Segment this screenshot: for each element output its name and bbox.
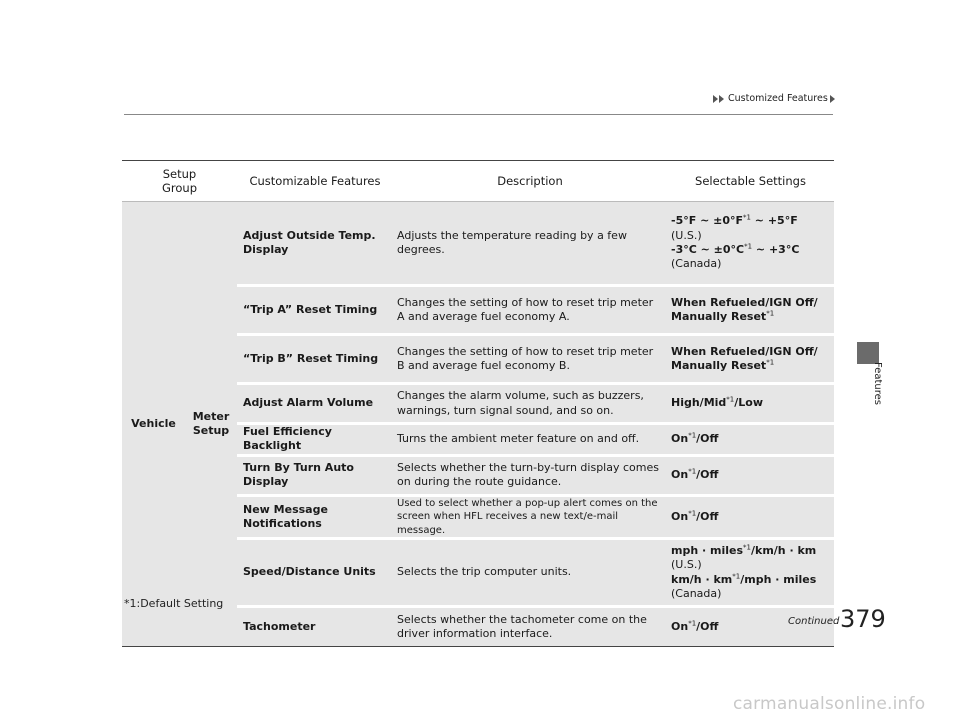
default-mark: *1: [743, 213, 751, 222]
region-us: (U.S.): [671, 558, 702, 572]
default-mark: *1: [688, 431, 697, 440]
selectable-settings: [667, 455, 834, 495]
feature-description: Selects whether the turn-by-turn display comes on during the route guidance.: [393, 455, 667, 495]
breadcrumb: [713, 93, 836, 104]
header-selectable-settings: Selectable Settings: [667, 161, 834, 202]
region-canada: (Canada): [671, 257, 722, 271]
feature-description: Turns the ambient meter feature on and off.: [393, 424, 667, 456]
feature-description: Adjusts the temperature reading by a few degrees.: [393, 202, 667, 286]
table-header-row: [122, 161, 834, 202]
default-mark: *1: [726, 395, 735, 404]
header-customizable-features: Customizable Features: [237, 161, 393, 202]
default-mark: *1: [766, 309, 775, 318]
setting-a: On: [671, 432, 689, 446]
default-mark: *1: [732, 571, 741, 580]
feature-name: Fuel Efficiency Backlight: [237, 424, 393, 456]
default-mark: *1: [766, 358, 775, 367]
feature-description: Selects the trip computer units.: [393, 539, 667, 607]
setting-b: /Off: [696, 467, 719, 481]
section-tab-label: Features: [872, 362, 883, 405]
triangle-right-icon: [830, 95, 835, 103]
triangle-right-icon: [713, 95, 718, 103]
feature-name: “Trip A” Reset Timing: [237, 286, 393, 335]
feature-name: Turn By Turn Auto Display: [237, 455, 393, 495]
region-canada: (Canada): [671, 586, 722, 600]
feature-name: New Message Notifications: [237, 495, 393, 539]
setting-line-2: Manually Reset: [671, 359, 767, 372]
setup-subgroup-meter: [185, 202, 237, 647]
triangle-right-icon: [719, 95, 724, 103]
feature-description: Changes the setting of how to reset trip meter B and average fuel economy B.: [393, 335, 667, 384]
selectable-settings: [667, 495, 834, 539]
feature-description: Used to select whether a pop-up alert comes on the screen when HFL receives a new text/e-mail message.: [393, 495, 667, 539]
selectable-settings: [667, 335, 834, 384]
setting-line-1: When Refueled/IGN Off/: [671, 295, 818, 309]
setting-a: On: [671, 467, 689, 481]
setting-ca-b: ~ +3°C: [752, 243, 800, 256]
header-setup-group: [122, 161, 237, 202]
setting-us-a: -5°F ~ ±0°F: [671, 214, 743, 228]
setup-group-vehicle: Vehicle: [122, 202, 185, 647]
breadcrumb-label: Customized Features: [728, 93, 828, 104]
setting-ca-a: km/h · km: [671, 572, 733, 586]
page-number: 379: [840, 605, 886, 633]
setting-us-b: ~ +5°F: [750, 214, 798, 228]
default-mark: *1: [688, 467, 697, 476]
feature-name: Adjust Outside Temp. Display: [237, 202, 393, 286]
customizable-features-table: [122, 160, 834, 647]
setting-line-2: Manually Reset: [671, 310, 767, 323]
setting-ca-a: -3°C ~ ±0°C: [671, 243, 745, 256]
header-description: Description: [393, 161, 667, 202]
feature-name: Adjust Alarm Volume: [237, 384, 393, 424]
setting-us-b: /km/h · km: [750, 544, 817, 557]
feature-name: Tachometer: [237, 607, 393, 647]
table-row: [122, 202, 834, 286]
continued-label: Continued: [788, 616, 840, 627]
setting-a: On: [671, 619, 689, 633]
selectable-settings: [667, 384, 834, 424]
region-us: (U.S.): [671, 228, 702, 242]
setting-line-1: When Refueled/IGN Off/: [671, 344, 818, 358]
default-mark: *1: [688, 619, 697, 628]
footnote: *1:Default Setting: [124, 597, 224, 610]
feature-description: Changes the alarm volume, such as buzzers, warnings, turn signal sound, and so on.: [393, 384, 667, 424]
setting-ca-b: /mph · miles: [740, 572, 817, 586]
feature-name: “Trip B” Reset Timing: [237, 335, 393, 384]
default-mark: *1: [744, 242, 753, 251]
feature-description: Changes the setting of how to reset trip meter A and average fuel economy A.: [393, 286, 667, 335]
setting-b: /Off: [696, 619, 719, 633]
setting-us-a: mph · miles: [671, 544, 744, 557]
default-mark: *1: [688, 509, 697, 518]
selectable-settings: [667, 286, 834, 335]
header-setup-group-label: Setup Group: [161, 166, 197, 195]
selectable-settings: [667, 539, 834, 607]
setting-b: /Off: [696, 509, 719, 523]
watermark: carmanualsonline.info: [733, 694, 926, 714]
setup-subgroup-label: Meter Setup: [192, 409, 230, 438]
setting-b: /Low: [734, 396, 764, 410]
selectable-settings: [667, 202, 834, 286]
selectable-settings: [667, 424, 834, 456]
section-tab: [857, 342, 879, 364]
setting-a: On: [671, 509, 689, 523]
setting-a: High/Mid: [671, 396, 727, 410]
feature-description: Selects whether the tachometer come on the driver information interface.: [393, 607, 667, 647]
setting-b: /Off: [696, 432, 719, 446]
feature-name: Speed/Distance Units: [237, 539, 393, 607]
default-mark: *1: [743, 543, 751, 552]
header-rule: [124, 114, 833, 115]
